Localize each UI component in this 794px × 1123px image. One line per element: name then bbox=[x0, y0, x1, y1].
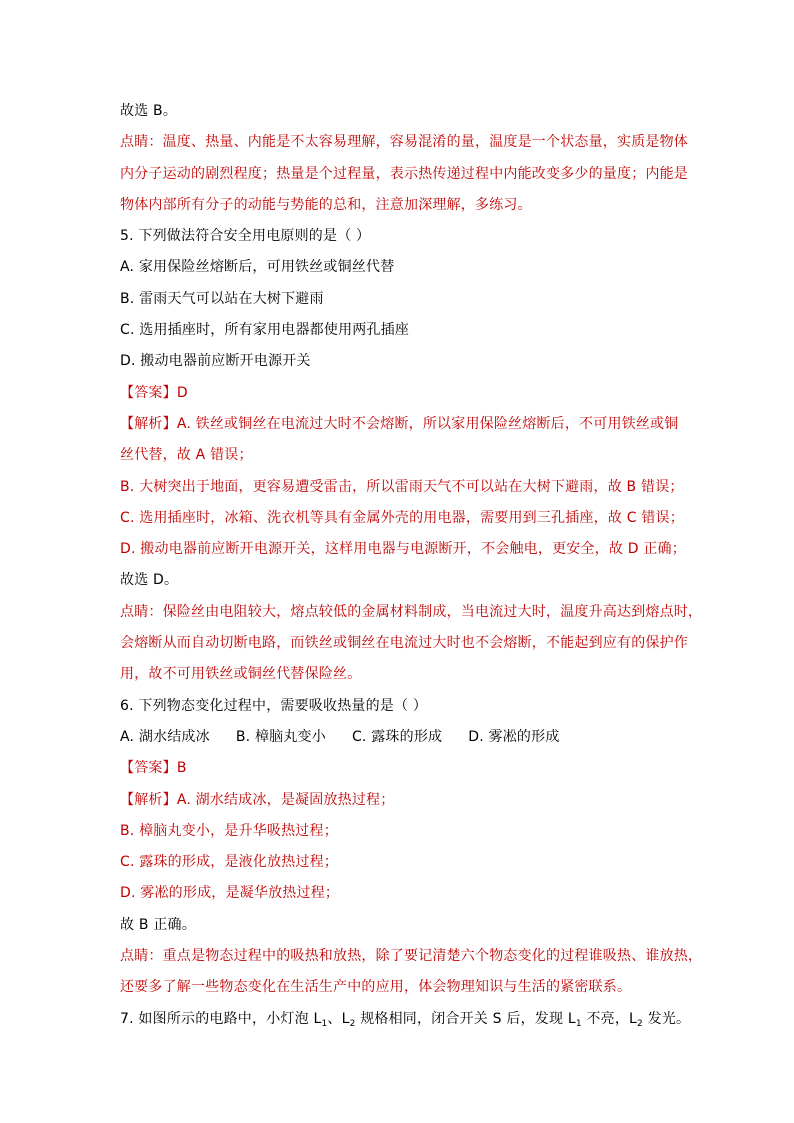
note-text: 点睛：温度、热量、内能是不太容易理解，容易混淆的量，温度是一个状态量，实质是物体 bbox=[120, 134, 688, 151]
analysis-tag: 【解析】 bbox=[120, 415, 177, 432]
note-text: 点睛：重点是物态过程中的吸热和放热，除了要记清楚六个物态变化的过程谁吸热、谁放热， bbox=[120, 948, 703, 965]
note-text: 点睛：保险丝由电阻较大，熔点较低的金属材料制成，当电流过大时，温度升高达到熔点时， bbox=[120, 603, 703, 620]
conclusion-text: 故选 D。 bbox=[120, 572, 179, 589]
answer-value: B bbox=[176, 760, 187, 777]
answer-value: D bbox=[176, 384, 188, 401]
conclusion-text: 故 B 正确。 bbox=[120, 916, 196, 933]
note-text: 内分子运动的剧烈程度；热量是个过程量，表示热传递过程中内能改变多少的量度；内能是 bbox=[120, 165, 688, 182]
note-text: 物体内部所有分子的动能与势能的总和，注意加深理解，多练习。 bbox=[120, 196, 532, 213]
note-text: 还要多了解一些物态变化在生活生产中的应用，体会物理知识与生活的紧密联系。 bbox=[120, 979, 632, 996]
option-c: C. 露珠的形成 bbox=[351, 728, 443, 745]
note-text: 用，故不可用铁丝或铜丝代替保险丝。 bbox=[120, 666, 362, 683]
option-b: B. 樟脑丸变小 bbox=[235, 728, 326, 745]
option-a: A. 家用保险丝熔断后，可用铁丝或铜丝代替 bbox=[120, 259, 395, 276]
question-stem: 6. 下列物态变化过程中，需要吸收热量的是（ ） bbox=[120, 697, 428, 714]
option-b: B. 雷雨天气可以站在大树下避雨 bbox=[120, 290, 324, 307]
analysis-text: C. 选用插座时，冰箱、洗衣机等具有金属外壳的用电器，需要用到三孔插座，故 C 错误； bbox=[120, 509, 684, 526]
option-d: D. 搬动电器前应断开电源开关 bbox=[120, 353, 311, 370]
analysis-text: A. 湖水结成冰，是凝固放热过程； bbox=[176, 791, 395, 808]
document-page bbox=[120, 96, 703, 1035]
analysis-text: 丝代替，故 A 错误； bbox=[120, 447, 253, 464]
options-row bbox=[120, 722, 680, 753]
analysis-text: A. 铁丝或铜丝在电流过大时不会熔断，所以家用保险丝熔断后，不可用铁丝或铜 bbox=[176, 415, 679, 432]
answer-line bbox=[120, 753, 680, 784]
analysis-line bbox=[120, 785, 680, 816]
answer-line bbox=[120, 378, 680, 409]
answer-tag: 【答案】 bbox=[120, 384, 177, 401]
note-text: 会熔断从而自动切断电路，而铁丝或铜丝在电流过大时也不会熔断，不能起到应有的保护作 bbox=[120, 635, 688, 652]
analysis-line bbox=[120, 409, 680, 440]
analysis-text: D. 雾凇的形成，是凝华放热过程； bbox=[120, 885, 340, 902]
question-stem: 7. 如图所示的电路中，小灯泡 $L_1$、$L_2$ 规格相同，闭合开关 S 后，发现 $L_1$ 不亮，$L_2$ 发光。 bbox=[120, 1010, 691, 1029]
option-d: D. 雾凇的形成 bbox=[468, 728, 560, 745]
option-a: A. 湖水结成冰 bbox=[120, 728, 210, 745]
analysis-text: B. 樟脑丸变小，是升华吸热过程； bbox=[120, 822, 338, 839]
conclusion-text: 故选 B。 bbox=[120, 103, 178, 119]
question-stem: 5. 下列做法符合安全用电原则的是（ ） bbox=[120, 228, 371, 245]
analysis-text: B. 大树突出于地面，更容易遭受雷击，所以雷雨天气不可以站在大树下避雨，故 B 错误； bbox=[120, 478, 684, 495]
analysis-text: C. 露珠的形成，是液化放热过程； bbox=[120, 854, 339, 871]
answer-tag: 【答案】 bbox=[120, 760, 177, 777]
analysis-tag: 【解析】 bbox=[120, 791, 177, 808]
analysis-text: D. 搬动电器前应断开电源开关，这样用电器与电源断开，不会触电，更安全，故 D 正确； bbox=[120, 541, 686, 558]
option-c: C. 选用插座时，所有家用电器都使用两孔插座 bbox=[120, 322, 410, 339]
